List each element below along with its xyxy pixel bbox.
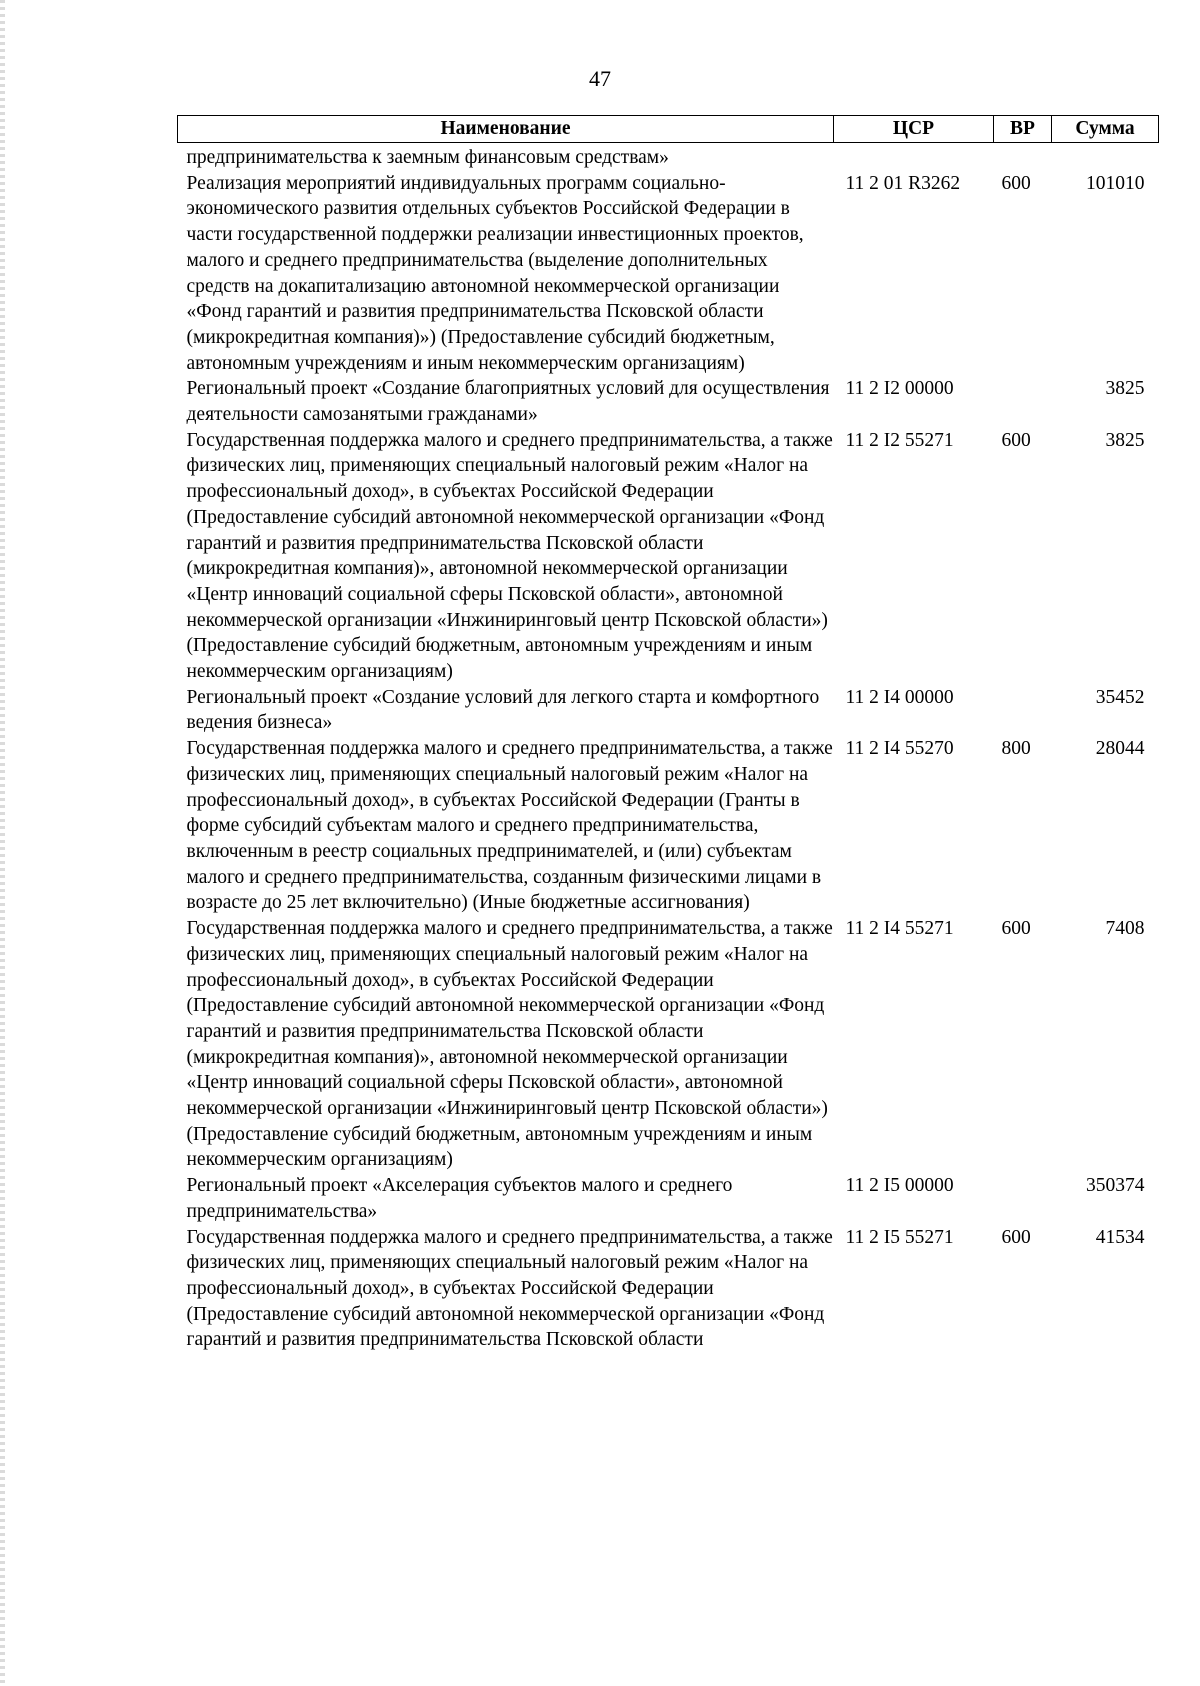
row-sum (1052, 143, 1159, 171)
page-number: 47 (589, 66, 611, 91)
table-row (178, 736, 1159, 916)
row-sum: 3825 (1105, 429, 1145, 451)
table-row (178, 685, 1159, 736)
budget-table (177, 115, 1159, 1353)
row-name: Реализация мероприятий индивидуальных программ социально-экономического развития отдельных субъектов Российской Федерации в части государственной поддержки реализации инвестиционных проектов, малого и среднего предпринимательства (выделение дополнительных средств на докапитализацию автономной некоммерческой организации «Фонд гарантий и развития предпринимательства Псковской области (микрокредитная компания)») (Предоставление субсидий бюджетным, автономным учреждениям и иным некоммерческим организациям) (186, 172, 804, 374)
row-sum: 35452 (1095, 686, 1145, 708)
row-name: Региональный проект «Создание благоприятных условий для осуществления деятельности самозанятыми гражданами» (186, 378, 830, 426)
row-csr: 11 2 I2 00000 (845, 378, 954, 400)
row-name: Государственная поддержка малого и среднего предпринимательства, а также физических лиц, применяющих специальный налоговый режим «Налог на профессиональный доход», в субъектах Российской Федерации (Предоставление субсидий автономной некоммерческой организации «Фонд гарантий и развития предпринимательства Псковской области (микрокредитная компания)», автономной некоммерческой организации «Центр инноваций социальной сферы Псковской области», автономной некоммерческой организации «Инжиниринговый центр Псковской области») (Предоставление субсидий бюджетным, автономным учреждениям и иным некоммерческим организациям) (186, 429, 833, 683)
table-row (178, 376, 1159, 427)
table-row (178, 143, 1159, 171)
scan-edge (0, 0, 5, 1686)
row-csr: 11 2 I2 55271 (845, 429, 954, 451)
table-body (178, 143, 1159, 1354)
header-csr: ЦСР (834, 116, 994, 143)
row-sum: 7408 (1105, 918, 1145, 940)
row-vr: 800 (1001, 738, 1031, 760)
header-vr: ВР (994, 116, 1052, 143)
row-vr: 600 (1001, 172, 1031, 194)
row-sum: 101010 (1086, 172, 1145, 194)
table-row (178, 171, 1159, 377)
row-vr: 600 (1001, 918, 1031, 940)
row-name: Государственная поддержка малого и среднего предпринимательства, а также физических лиц, применяющих специальный налоговый режим «Налог на профессиональный доход», в субъектах Российской Федерации (Гранты в форме субсидий субъектам малого и среднего предпринимательства, включенным в реестр социальных предпринимателей, и (или) субъектам малого и среднего предпринимательства, созданным физическими лицами в возрасте до 25 лет включительно) (Иные бюджетные ассигнования) (186, 738, 833, 914)
row-csr: 11 2 01 R3262 (845, 172, 961, 194)
table-row (178, 916, 1159, 1173)
row-csr: 11 2 I4 00000 (845, 686, 954, 708)
row-csr: 11 2 I5 00000 (845, 1175, 954, 1197)
header-sum: Сумма (1052, 116, 1159, 143)
header-name: Наименование (178, 116, 834, 143)
row-sum: 350374 (1086, 1175, 1145, 1197)
table-header (178, 116, 1159, 143)
row-vr: 600 (1001, 429, 1031, 451)
row-vr (994, 143, 1052, 171)
table-row (178, 428, 1159, 685)
row-vr (994, 1173, 1052, 1224)
row-name: Региональный проект «Создание условий для легкого старта и комфортного ведения бизнеса» (186, 686, 820, 734)
table-row (178, 1225, 1159, 1354)
row-csr: 11 2 I4 55271 (845, 918, 954, 940)
row-vr (994, 685, 1052, 736)
row-name: предпринимательства к заемным финансовым средствам» (186, 147, 669, 168)
table-row (178, 1173, 1159, 1224)
row-sum: 3825 (1105, 378, 1145, 400)
row-csr: 11 2 I5 55271 (845, 1226, 954, 1248)
row-name: Государственная поддержка малого и среднего предпринимательства, а также физических лиц, применяющих специальный налоговый режим «Налог на профессиональный доход», в субъектах Российской Федерации (Предоставление субсидий автономной некоммерческой организации «Фонд гарантий и развития предпринимательства Псковской области (микрокредитная компания)», автономной некоммерческой организации «Центр инноваций социальной сферы Псковской области», автономной некоммерческой организации «Инжиниринговый центр Псковской области») (Предоставление субсидий бюджетным, автономным учреждениям и иным некоммерческим организациям) (186, 918, 833, 1171)
row-sum: 28044 (1095, 738, 1145, 760)
row-csr (834, 143, 994, 171)
row-name: Региональный проект «Акселерация субъектов малого и среднего предпринимательства» (186, 1175, 733, 1222)
row-csr: 11 2 I4 55270 (845, 738, 954, 760)
row-name: Государственная поддержка малого и среднего предпринимательства, а также физических лиц, применяющих специальный налоговый режим «Налог на профессиональный доход», в субъектах Российской Федерации (Предоставление субсидий автономной некоммерческой организации «Фонд гарантий и развития предпринимательства Псковской области (186, 1226, 833, 1351)
row-vr: 600 (1001, 1226, 1031, 1248)
row-sum: 41534 (1095, 1226, 1145, 1248)
row-vr (994, 376, 1052, 427)
